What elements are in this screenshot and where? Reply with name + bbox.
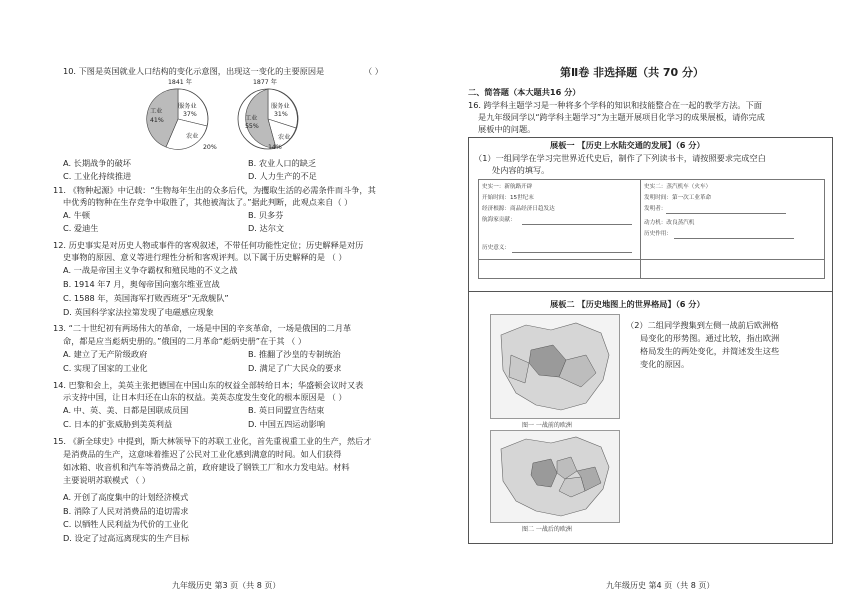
map-post-ww1-europe xyxy=(490,430,620,523)
q15-line-1: 15. 《新全球史》中提到，斯大林领导下的苏联工业化，首先重视重工业的生产，然后才 xyxy=(53,436,372,446)
q14-line-1: 14. 巴黎和会上，美英主张把德国在中国山东的权益全部转给日本；华盛顿会议时又表 xyxy=(53,380,364,390)
pie2-label-industry-pct: 55% xyxy=(245,123,259,130)
q11-option-a[interactable]: A. 牛顿 xyxy=(63,210,91,220)
q10-option-b[interactable]: B. 农业人口的缺乏 xyxy=(248,158,317,168)
page-footer-right: 九年级历史 第4 页（共 8 页） xyxy=(606,581,715,590)
q13-line-2: 命，都是应当彪炳史册的。”俄国的二月革命“彪炳史册”在于其 （ ） xyxy=(63,336,307,346)
q16-line-2: 是九年级同学以“跨学科主题学习”为主题开展项目化学习的成果展板，请你完成 xyxy=(478,112,765,122)
q12-line-1: 12. 历史事实是对历史人物或事件的客观叙述，不带任何功能性定位；历史解释是对历 xyxy=(53,240,364,250)
card1-navigator-label: 航海家贡献： xyxy=(482,217,516,223)
pie1-label-service-pct: 37% xyxy=(183,111,197,118)
card1-fact: 史实一：新航路开辟 xyxy=(482,184,533,190)
pie2-year: 1877 年 xyxy=(253,79,277,86)
q12-line-2: 史事物的原因、意义等进行理性分析和客观评判。以下属于历史解释的是 （ ） xyxy=(63,252,347,262)
q14-line-2: 示支持中国，让日本归还在山东的权益。美英态度发生变化的根本原因是 （ ） xyxy=(63,392,347,402)
pie1-label-agri: 农业 xyxy=(186,133,199,140)
q14-option-a[interactable]: A. 中、英、美、日都是国联成员国 xyxy=(63,405,189,415)
q10-answer-paren: （ ） xyxy=(364,66,383,76)
pie1-year: 1841 年 xyxy=(168,79,192,86)
q14-option-c[interactable]: C. 日本的扩张威胁到美英利益 xyxy=(63,419,173,429)
q15-line-3: 如冰箱、收音机和汽车等消费品之前，政府建设了钢铁工厂和水力发电站。材料 xyxy=(63,462,350,472)
pie2-label-service-pct: 31% xyxy=(274,111,288,118)
q13-option-b[interactable]: B. 推翻了沙皇的专制统治 xyxy=(248,349,341,359)
card-row-line xyxy=(478,259,824,260)
q10-option-d[interactable]: D. 人力生产的不足 xyxy=(248,171,317,181)
card1-start-time: 开始时间：15世纪末 xyxy=(482,195,534,201)
q11-option-b[interactable]: B. 贝多芬 xyxy=(248,210,284,220)
pie1-label-agri-pct: 20% xyxy=(203,144,217,151)
exhibit-divider xyxy=(468,291,832,292)
card2-power: 动力机：改良蒸汽机 xyxy=(644,220,695,226)
panel1-instruction-line-2: 处内容的填写。 xyxy=(492,165,550,175)
panel1-title: 展板一 【历史上水陆交通的发展】（6 分） xyxy=(550,140,705,150)
card2-invention-time: 发明时间：第一次工业革命 xyxy=(644,195,712,201)
card1-navigator-blank[interactable] xyxy=(522,224,632,225)
q11-option-d[interactable]: D. 达尔文 xyxy=(248,223,285,233)
q15-line-4: 主要说明苏联模式 （ ） xyxy=(63,475,151,485)
q12-option-b[interactable]: B. 1914 年7 月，奥匈帝国向塞尔维亚宣战 xyxy=(63,279,220,289)
q11-line-2: 中优秀的物种在生存竞争中取胜了，其他被淘汰了。”据此判断，此观点来自（ ） xyxy=(63,197,353,207)
panel1-instruction-line-1: （1）一组同学在学习完世界近代史后，制作了下列读书卡，请按照要求完成空白 xyxy=(474,153,766,163)
card2-fact: 史实二：蒸汽机车（火车） xyxy=(644,184,712,190)
q16-line-3: 展板中的问题。 xyxy=(478,124,536,134)
q15-option-c[interactable]: C. 以牺牲人民利益为代价的工业化 xyxy=(63,519,189,529)
panel2-question-line-3: 格局发生的两处变化，并简述发生这些 xyxy=(640,346,780,356)
pie1-label-service: 服务业 xyxy=(178,103,197,110)
q15-option-b[interactable]: B. 消除了人民对消费品的追切需求 xyxy=(63,506,189,516)
q10-option-c[interactable]: C. 工业化持续推进 xyxy=(63,171,132,181)
card2-inventor-blank[interactable] xyxy=(666,213,786,214)
pie2-label-agri-pct: 14% xyxy=(268,144,282,151)
card2-inventor-label: 发明者： xyxy=(644,206,667,212)
q14-option-b[interactable]: B. 英日同盟宣告结束 xyxy=(248,405,325,415)
map2-caption: 图二 一战后的欧洲 xyxy=(522,526,572,533)
q10-stem: 10. 下图是英国就业人口结构的变化示意图，出现这一变化的主要原因是 xyxy=(63,66,325,76)
q13-line-1: 13. “二十世纪初有两场伟大的革命，一场是中国的辛亥革命，一场是俄国的二月革 xyxy=(53,323,352,333)
q11-option-c[interactable]: C. 爱迪生 xyxy=(63,223,99,233)
panel2-question-line-1: （2）二组同学搜集到左侧一战前后欧洲格 xyxy=(626,320,779,330)
pie2-label-service: 服务业 xyxy=(271,103,290,110)
card2-role-blank[interactable] xyxy=(674,238,794,239)
q11-line-1: 11. 《物种起源》中记载：“生物每年生出的众多后代，为攫取生活的必需条件而斗争，其 xyxy=(53,185,376,195)
page-right xyxy=(430,0,860,604)
pie2-label-agri: 农业 xyxy=(278,134,291,141)
q15-option-d[interactable]: D. 设定了过高远离现实的生产目标 xyxy=(63,533,190,543)
card2-role-label: 历史作用： xyxy=(644,231,672,237)
card1-economic-root: 经济根源：商品经济日趋发达 xyxy=(482,206,555,212)
map-pre-ww1-europe xyxy=(490,314,620,419)
card-divider xyxy=(640,179,641,278)
section-heading: 二、简答题（本大题共16 分） xyxy=(468,87,581,97)
q12-option-c[interactable]: C. 1588 年，英国海军打败西班牙“无敌舰队” xyxy=(63,293,229,303)
part-title: 第Ⅱ卷 非选择题（共 70 分） xyxy=(560,66,705,79)
q12-option-d[interactable]: D. 英国科学家法拉第发现了电磁感应现象 xyxy=(63,307,214,317)
pie1-label-industry-pct: 41% xyxy=(150,117,164,124)
q13-option-d[interactable]: D. 满足了广大民众的要求 xyxy=(248,363,342,373)
q13-option-a[interactable]: A. 建立了无产阶级政府 xyxy=(63,349,148,359)
pie2-label-industry: 工业 xyxy=(245,115,258,122)
q16-line-1: 16. 跨学科主题学习是一种将多个学科的知识和技能整合在一起的教学方法。下面 xyxy=(468,100,762,110)
panel2-title: 展板二 【历史地图上的世界格局】（6 分） xyxy=(550,299,705,309)
q13-option-c[interactable]: C. 实现了国家的工业化 xyxy=(63,363,148,373)
q12-option-a[interactable]: A. 一战是帝国主义争夺霸权和殖民地的不义之战 xyxy=(63,265,238,275)
pie1-label-industry: 工业 xyxy=(150,108,163,115)
q14-option-d[interactable]: D. 中国五四运动影响 xyxy=(248,419,326,429)
panel2-question-line-2: 局变化的形势图。通过比较，指出欧洲 xyxy=(640,333,780,343)
page-footer-left: 九年级历史 第3 页（共 8 页） xyxy=(172,581,281,590)
map1-caption: 图一 一战前的欧洲 xyxy=(522,422,572,429)
panel2-question-line-4: 变化的原因。 xyxy=(640,359,690,369)
card1-significance-blank[interactable] xyxy=(512,252,632,253)
q15-line-2: 是消费品的生产，这意味着推迟了公民对工业化感到满意的时间。如人们获得 xyxy=(63,449,342,459)
card1-significance-label: 历史意义： xyxy=(482,245,510,251)
q15-option-a[interactable]: A. 开创了高度集中的计划经济模式 xyxy=(63,492,189,502)
q10-option-a[interactable]: A. 长期战争的破坏 xyxy=(63,158,131,168)
